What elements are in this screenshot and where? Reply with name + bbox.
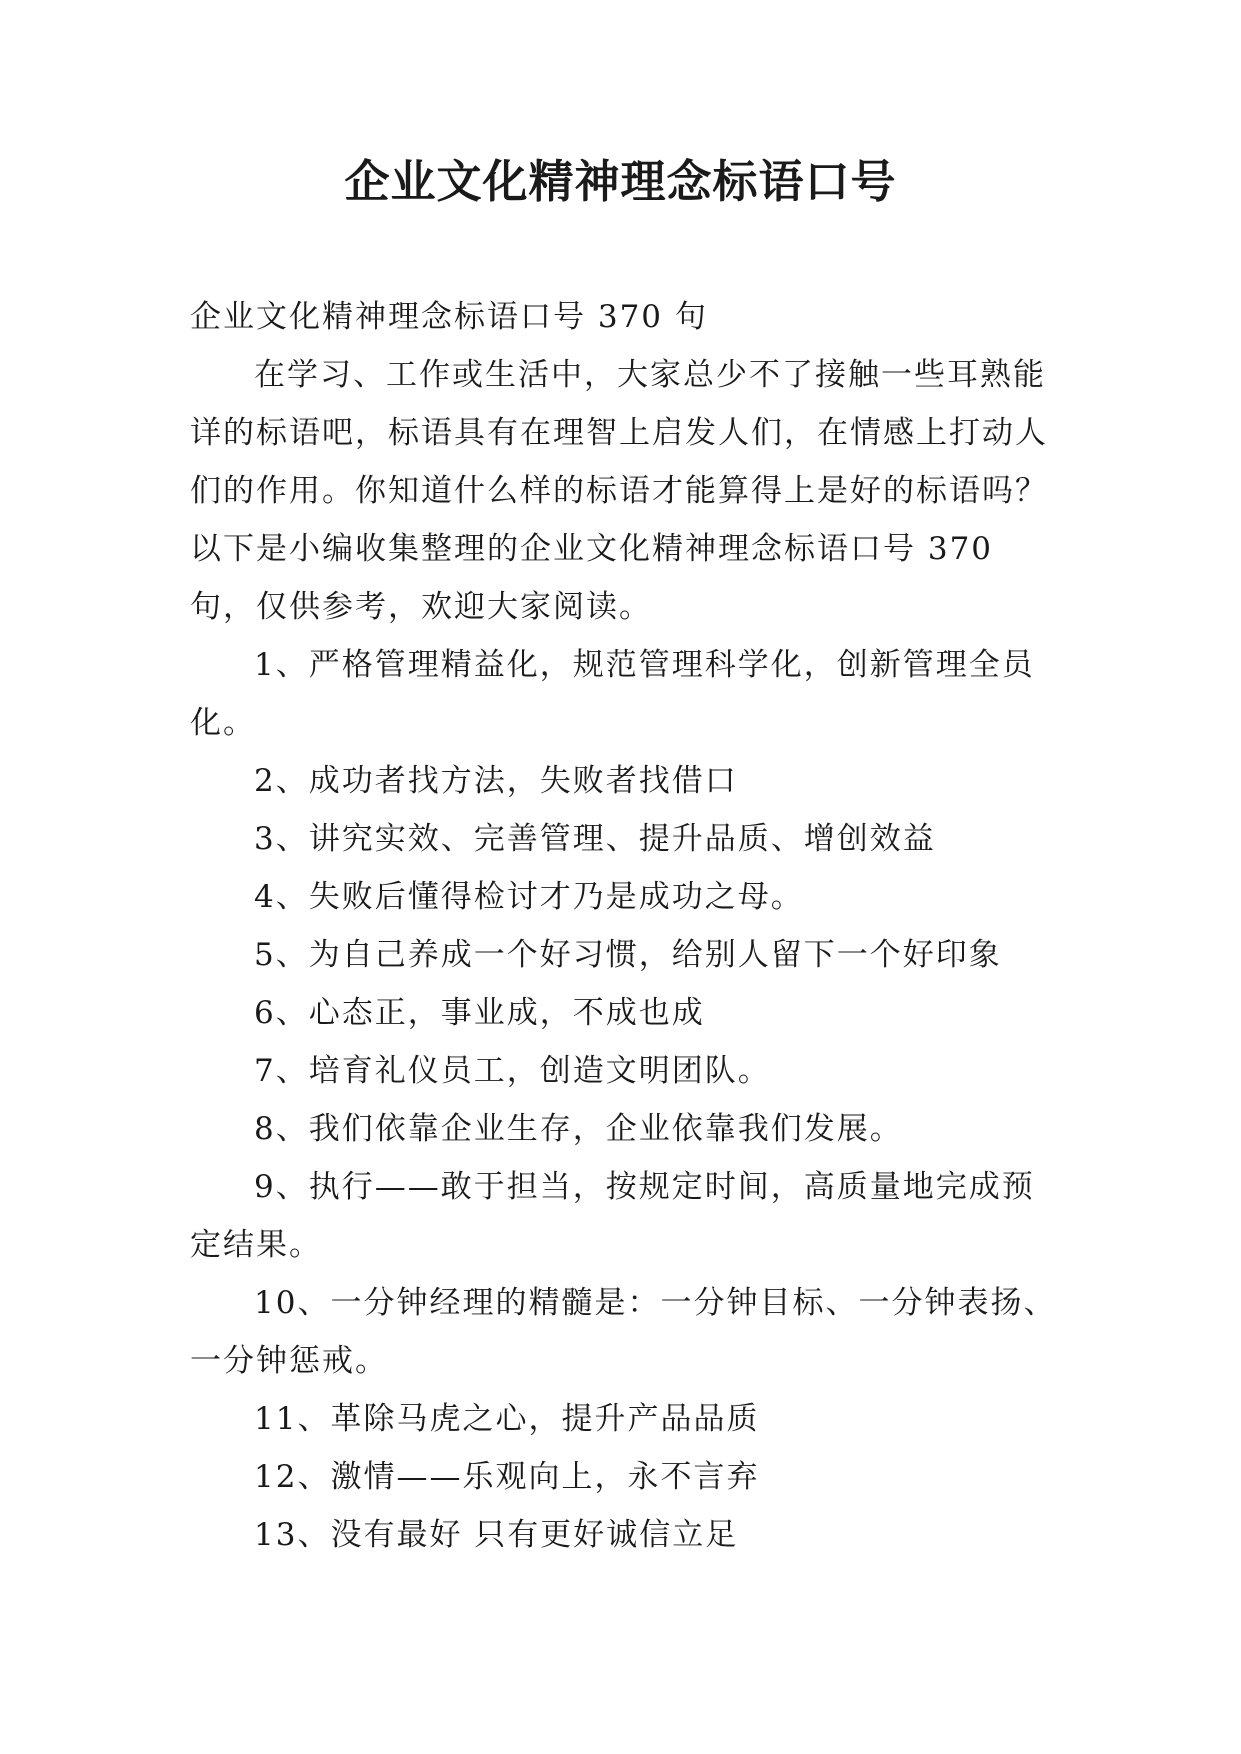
list-item: 2、成功者找方法，失败者找借口 [254, 763, 738, 799]
list-item: 3、讲究实效、完善管理、提升品质、增创效益 [254, 821, 936, 857]
document-subtitle: 企业文化精神理念标语口号 370 句 [190, 299, 708, 335]
document-body [190, 288, 1065, 1564]
list-item: 1、严格管理精益化，规范管理科学化，创新管理全员化。 [190, 647, 1035, 741]
list-item: 8、我们依靠企业生存，企业依靠我们发展。 [254, 1111, 903, 1147]
list-item: 13、没有最好 只有更好诚信立足 [254, 1517, 739, 1553]
list-item: 9、执行——敢于担当，按规定时间，高质量地完成预定结果。 [190, 1169, 1035, 1263]
list-item: 7、培育礼仪员工，创造文明团队。 [254, 1053, 771, 1089]
list-item: 11、革除马虎之心，提升产品品质 [254, 1401, 760, 1437]
list-item: 12、激情——乐观向上，永不言弃 [254, 1459, 760, 1495]
list-item: 5、为自己养成一个好习惯，给别人留下一个好印象 [254, 937, 1002, 973]
intro-paragraph: 在学习、工作或生活中，大家总少不了接触一些耳熟能详的标语吧，标语具有在理智上启发人们，在情感上打动人们的作用。你知道什么样的标语才能算得上是好的标语吗？以下是小编收集整理的企业文化精神理念标语口号 370 句，仅供参考，欢迎大家阅读。 [190, 357, 1048, 625]
list-item: 4、失败后懂得检讨才乃是成功之母。 [254, 879, 804, 915]
list-item: 10、一分钟经理的精髓是：一分钟目标、一分钟表扬、一分钟惩戒。 [190, 1285, 1057, 1379]
list-item: 6、心态正，事业成，不成也成 [254, 995, 705, 1031]
document-title: 企业文化精神理念标语口号 [344, 155, 897, 208]
